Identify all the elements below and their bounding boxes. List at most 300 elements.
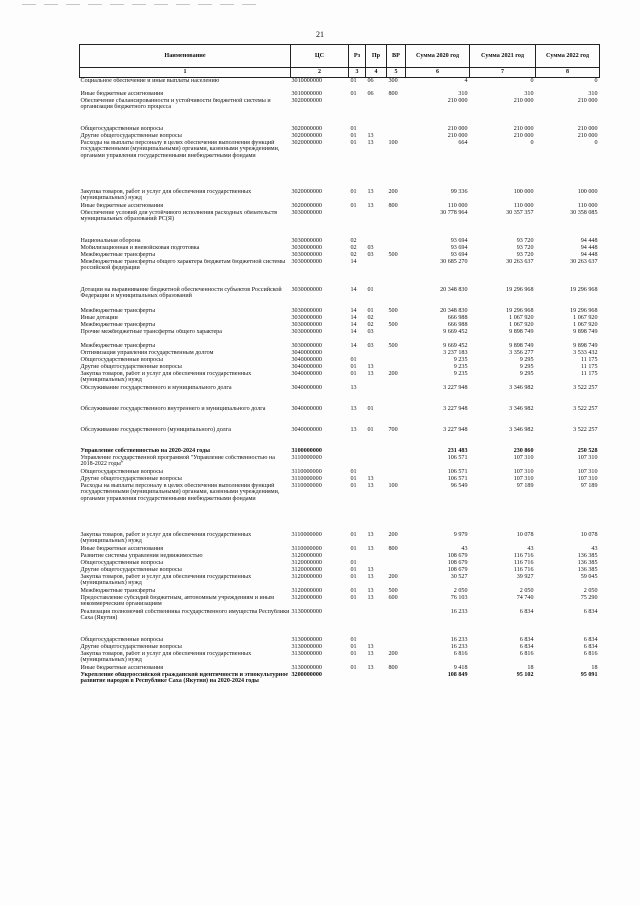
row-target-code: 3030000000 (291, 329, 322, 335)
row-sum-2021: 100 000 (513, 189, 534, 195)
row-expense-type: 300 (388, 78, 398, 84)
row-sum-2022: 100 000 (577, 189, 598, 195)
row-name: Закупка товаров, работ и услуг для обеспечения государственных (муниципальных) нужд (80, 532, 252, 545)
row-name: Межбюджетные трансферты (80, 588, 156, 594)
row-target-code: 3110000000 (291, 476, 322, 482)
table-row (80, 546, 600, 553)
row-target-code: 3110000000 (291, 455, 322, 461)
row-name: Обеспечение сбалансированности и устойчивости бюджетной системы и организация бюджетного процесса (80, 98, 271, 111)
row-sum-2022: 11 175 (580, 357, 598, 363)
table-row (80, 224, 600, 245)
row-sum-2022: 6 834 (583, 644, 598, 650)
row-subsection (366, 112, 387, 133)
row-section: 14 (350, 259, 357, 265)
row-sum-2022: 94 448 (580, 245, 598, 251)
row-sum-2021: 10 078 (516, 532, 534, 538)
row-expense-type (387, 273, 406, 308)
row-subsection: 13 (367, 483, 374, 489)
row-name: Иные бюджетные ассигнования (80, 91, 164, 97)
row-sum-2022: 30 263 637 (570, 259, 598, 265)
row-target-code: 3040000000 (291, 371, 322, 377)
table-row (80, 203, 600, 210)
row-sum-2021: 95 102 (516, 672, 534, 678)
row-subsection: 03 (367, 343, 374, 349)
row-name: Иные бюджетные ассигнования (80, 665, 164, 671)
row-sum-2020: 3 237 183 (443, 350, 468, 356)
row-sum-2020: 9 669 452 (443, 343, 468, 349)
row-sum-2022: 250 528 (577, 448, 598, 454)
row-expense-type (387, 259, 406, 273)
row-sum-2021: 6 834 (519, 609, 534, 615)
row-target-code: 3020000000 (291, 98, 322, 104)
row-subsection (366, 553, 387, 560)
row-section: 01 (350, 189, 357, 195)
row-target-code: 3020000000 (291, 140, 322, 146)
row-expense-type: 500 (388, 343, 398, 349)
row-sum-2022: 59 045 (580, 574, 598, 580)
row-sum-2022: 0 (594, 140, 598, 146)
row-sum-2021: 6 834 (519, 637, 534, 643)
row-sum-2022: 30 358 085 (570, 210, 598, 216)
row-target-code: 3030000000 (291, 252, 322, 258)
row-sum-2021: 43 (527, 546, 534, 552)
table-row (80, 560, 600, 567)
row-expense-type: 200 (388, 532, 398, 538)
row-expense-type: 500 (388, 308, 398, 314)
row-sum-2021: 0 (530, 78, 534, 84)
row-sum-2020: 310 (458, 91, 468, 97)
page-number: 21 (316, 30, 324, 39)
row-section: 13 (350, 385, 357, 391)
row-expense-type: 500 (388, 322, 398, 328)
row-sum-2020: 6 816 (453, 651, 468, 657)
row-target-code: 3120000000 (291, 567, 322, 573)
table-row (80, 259, 600, 273)
row-sum-2022: 210 000 (577, 133, 598, 139)
row-target-code: 3030000000 (291, 210, 322, 216)
row-sum-2021: 3 346 982 (509, 385, 534, 391)
row-section (349, 455, 366, 469)
row-sum-2020: 666 988 (447, 315, 468, 321)
row-section: 02 (350, 238, 357, 244)
row-target-code: 3120000000 (291, 574, 322, 580)
row-sum-2021: 30 263 637 (506, 259, 534, 265)
table-row (80, 476, 600, 483)
row-subsection (366, 455, 387, 469)
row-sum-2022: 11 175 (580, 371, 598, 377)
row-target-code: 3030000000 (291, 308, 322, 314)
row-name: Общегосударственные вопросы (80, 560, 164, 566)
row-sum-2020: 106 571 (447, 476, 468, 482)
row-expense-type (387, 133, 406, 140)
row-sum-2022: 75 290 (580, 595, 598, 601)
row-sum-2020: 99 336 (450, 189, 468, 195)
row-section: 01 (350, 476, 357, 482)
row-sum-2021: 74 740 (516, 595, 534, 601)
table-row (80, 455, 600, 469)
row-section: 01 (350, 651, 357, 657)
table-row (80, 623, 600, 644)
table-row (80, 85, 600, 98)
row-subsection (366, 560, 387, 567)
row-name: Межбюджетные трансферты (80, 308, 156, 314)
row-expense-type: 800 (388, 546, 398, 552)
row-subsection (366, 210, 387, 224)
row-expense-type: 800 (388, 91, 398, 97)
table-row (80, 567, 600, 574)
row-name: Обслуживание государственного (муниципального) долга (80, 427, 231, 433)
table-row (80, 98, 600, 112)
table-row (80, 574, 600, 588)
row-subsection (366, 98, 387, 112)
row-target-code: 3040000000 (291, 357, 322, 363)
row-name: Межбюджетные трансферты (80, 252, 156, 258)
row-sum-2020: 4 (464, 78, 468, 84)
table-row (80, 357, 600, 364)
row-sum-2020: 9 235 (453, 357, 468, 363)
table-row (80, 273, 600, 308)
row-target-code: 3030000000 (291, 343, 322, 349)
row-sum-2021: 97 189 (516, 483, 534, 489)
row-name: Межбюджетные трансферты (80, 322, 156, 328)
row-sum-2022: 310 (588, 91, 598, 97)
row-target-code: 3110000000 (291, 483, 322, 489)
row-sum-2022: 19 296 968 (570, 308, 598, 314)
row-sum-2021: 9 898 749 (509, 329, 534, 335)
row-sum-2022: 95 091 (580, 672, 598, 678)
row-name: Обслуживание государственного и муниципального долга (80, 385, 232, 391)
table-row (80, 336, 600, 350)
header-pr: Пр (366, 45, 387, 68)
row-name: Предоставление субсидий бюджетным, автономным учреждениям и иным некоммерческим организациям (80, 595, 274, 608)
row-section (349, 553, 366, 560)
row-subsection: 02 (367, 322, 374, 328)
table-row (80, 78, 600, 86)
row-section: 01 (350, 546, 357, 552)
row-sum-2022: 136 385 (577, 553, 598, 559)
row-sum-2021: 3 346 982 (509, 406, 534, 412)
header-number: 2 (291, 68, 349, 78)
row-section: 01 (350, 637, 357, 643)
row-expense-type (387, 315, 406, 322)
table-row (80, 588, 600, 595)
row-expense-type (387, 469, 406, 476)
table-row (80, 434, 600, 455)
row-target-code: 3130000000 (291, 651, 322, 657)
row-expense-type: 200 (388, 189, 398, 195)
row-target-code: 3030000000 (291, 259, 322, 265)
row-section: 14 (350, 308, 357, 314)
row-section: 13 (350, 427, 357, 433)
row-sum-2022: 210 000 (577, 126, 598, 132)
table-row (80, 644, 600, 651)
row-name: Межбюджетные трансферты (80, 343, 156, 349)
row-section: 01 (350, 532, 357, 538)
row-name: Мобилизационная и вневойсковая подготовка (80, 245, 200, 251)
row-subsection: 13 (367, 140, 374, 146)
row-expense-type: 100 (388, 483, 398, 489)
row-sum-2021: 210 000 (513, 98, 534, 104)
row-sum-2020: 666 988 (447, 322, 468, 328)
row-subsection: 13 (367, 665, 374, 671)
row-section (349, 210, 366, 224)
row-sum-2022: 107 310 (577, 469, 598, 475)
table-row (80, 371, 600, 385)
table-header-numbers-row (80, 68, 600, 78)
row-sum-2020: 210 000 (447, 133, 468, 139)
row-name: Общегосударственные вопросы (80, 469, 164, 475)
row-expense-type (387, 560, 406, 567)
row-expense-type (387, 609, 406, 623)
row-sum-2020: 231 483 (447, 448, 468, 454)
row-sum-2020: 108 679 (447, 560, 468, 566)
row-target-code: 3110000000 (291, 532, 322, 538)
row-subsection: 01 (367, 406, 374, 412)
row-sum-2022: 97 189 (580, 483, 598, 489)
row-subsection: 13 (367, 651, 374, 657)
row-expense-type (387, 385, 406, 392)
row-section: 01 (350, 644, 357, 650)
row-subsection: 13 (367, 203, 374, 209)
row-sum-2022: 19 296 968 (570, 287, 598, 293)
row-sum-2022: 1 067 920 (573, 322, 598, 328)
row-name: Оптимизация управления государственным долгом (80, 350, 214, 356)
row-sum-2020: 43 (461, 546, 468, 552)
row-sum-2021: 39 927 (516, 574, 534, 580)
row-sum-2021: 210 000 (513, 133, 534, 139)
table-row (80, 329, 600, 336)
row-expense-type: 600 (388, 595, 398, 601)
row-section: 01 (350, 126, 357, 132)
row-name: Иные бюджетные ассигнования (80, 203, 164, 209)
table-row (80, 350, 600, 357)
row-name: Реализация полномочий собственника государственного имущества Республики Саха (Якутия) (80, 609, 290, 622)
row-name: Межбюджетные трансферты общего характера бюджетам бюджетной системы российской федерации (80, 259, 286, 272)
row-target-code: 3120000000 (291, 588, 322, 594)
row-target-code: 3200000000 (291, 672, 322, 678)
row-expense-type (387, 644, 406, 651)
row-name: Расходы на выплаты персоналу в целях обеспечения выполнения функций государственными (муниципальными) органами, казенными учреждениями, органами управления государственными внебюджетными фондами (80, 140, 280, 159)
row-name: Прочие межбюджетные трансферты общего характера (80, 329, 222, 335)
row-expense-type (387, 623, 406, 644)
row-subsection: 03 (367, 252, 374, 258)
row-sum-2022: 2 050 (583, 588, 598, 594)
row-subsection (366, 385, 387, 392)
row-expense-type (387, 224, 406, 245)
row-target-code: 3030000000 (291, 287, 322, 293)
row-target-code: 3130000000 (291, 637, 322, 643)
row-sum-2020: 3 227 948 (443, 385, 468, 391)
row-subsection (366, 609, 387, 623)
row-section (349, 434, 366, 455)
row-sum-2020: 2 050 (453, 588, 468, 594)
row-target-code: 3130000000 (291, 644, 322, 650)
row-expense-type (387, 98, 406, 112)
row-name: Закупка товаров, работ и услуг для обеспечения государственных (муниципальных) нужд (80, 371, 252, 384)
row-subsection: 01 (367, 427, 374, 433)
row-target-code: 3020000000 (291, 126, 322, 132)
row-sum-2020: 20 348 830 (440, 287, 468, 293)
header-cs: ЦС (291, 45, 349, 68)
row-name: Закупка товаров, работ и услуг для обеспечения государственных (муниципальных) нужд (80, 651, 252, 664)
budget-sheet (79, 44, 599, 693)
table-body (80, 78, 600, 694)
row-subsection: 13 (367, 371, 374, 377)
row-sum-2022: 136 385 (577, 567, 598, 573)
row-name: Общегосударственные вопросы (80, 126, 164, 132)
table-row (80, 469, 600, 476)
row-sum-2021: 9 295 (519, 357, 534, 363)
row-sum-2020: 93 694 (450, 252, 468, 258)
row-name: Расходы на выплаты персоналу в целях обеспечения выполнения функций государственными (муниципальными) органами, казенными учреждениями, органами управления государственными внебюджетными фондами (80, 483, 280, 502)
row-expense-type: 500 (388, 588, 398, 594)
row-subsection (366, 469, 387, 476)
row-sum-2020: 9 235 (453, 364, 468, 370)
row-target-code: 3010000000 (291, 91, 322, 97)
table-row (80, 672, 600, 693)
row-sum-2020: 108 679 (447, 553, 468, 559)
table-row (80, 210, 600, 224)
row-subsection: 13 (367, 595, 374, 601)
row-name: Управление государственной программой "Управление собственностью на 2018-2022 годы" (80, 455, 275, 468)
row-sum-2021: 110 000 (513, 203, 534, 209)
header-number: 3 (349, 68, 366, 78)
row-sum-2020: 3 227 948 (443, 406, 468, 412)
row-section: 01 (350, 203, 357, 209)
row-subsection (366, 350, 387, 357)
row-sum-2020: 16 233 (450, 644, 468, 650)
row-target-code: 3010000000 (291, 78, 322, 84)
row-target-code: 3040000000 (291, 350, 322, 356)
row-sum-2022: 110 000 (577, 203, 598, 209)
row-sum-2022: 10 078 (580, 532, 598, 538)
header-rz: Рз (349, 45, 366, 68)
row-name: Другие общегосударственные вопросы (80, 476, 182, 482)
row-subsection: 02 (367, 315, 374, 321)
row-sum-2020: 30 527 (450, 574, 468, 580)
row-section: 01 (350, 357, 357, 363)
row-sum-2020: 106 571 (447, 455, 468, 461)
row-sum-2022: 6 834 (583, 609, 598, 615)
row-section: 01 (350, 371, 357, 377)
row-target-code: 3040000000 (291, 427, 322, 433)
row-subsection: 06 (367, 91, 374, 97)
row-sum-2022: 9 898 749 (573, 329, 598, 335)
table-row (80, 175, 600, 203)
row-subsection (366, 357, 387, 364)
row-expense-type (387, 553, 406, 560)
row-sum-2021: 6 816 (519, 651, 534, 657)
row-expense-type: 800 (388, 203, 398, 209)
row-name: Социальное обеспечение и иные выплаты населению (80, 78, 220, 84)
row-sum-2020: 9 669 452 (443, 329, 468, 335)
row-target-code: 3120000000 (291, 560, 322, 566)
row-target-code: 3030000000 (291, 315, 322, 321)
table-row (80, 595, 600, 609)
row-expense-type (387, 112, 406, 133)
header-number: 5 (387, 68, 406, 78)
row-section: 01 (350, 665, 357, 671)
row-sum-2021: 30 357 357 (506, 210, 534, 216)
row-subsection (366, 672, 387, 693)
row-target-code: 3100000000 (291, 448, 322, 454)
table-row (80, 252, 600, 259)
row-subsection: 13 (367, 546, 374, 552)
row-sum-2022: 94 448 (580, 238, 598, 244)
row-subsection: 13 (367, 189, 374, 195)
row-expense-type: 700 (388, 427, 398, 433)
row-name: Иные дотации (80, 315, 118, 321)
row-section (349, 98, 366, 112)
row-sum-2021: 18 (527, 665, 534, 671)
row-subsection (366, 434, 387, 455)
table-header-row (80, 45, 600, 68)
row-section: 01 (350, 469, 357, 475)
row-name: Закупка товаров, работ и услуг для обеспечения государственных (муниципальных) нужд (80, 574, 252, 587)
table-row (80, 518, 600, 546)
row-sum-2022: 0 (594, 78, 598, 84)
row-name: Обеспечение условий для устойчивого исполнения расходных обязательств муниципальных образований РС(Я) (80, 210, 278, 223)
header-number: 1 (80, 68, 291, 78)
row-target-code: 3030000000 (291, 245, 322, 251)
table-row (80, 385, 600, 392)
header-sum-2022: Сумма 2022 год (536, 45, 600, 68)
table-row (80, 140, 600, 175)
row-sum-2020: 110 000 (447, 203, 468, 209)
row-sum-2021: 116 716 (513, 553, 534, 559)
row-sum-2022: 11 175 (580, 364, 598, 370)
row-sum-2021: 9 295 (519, 364, 534, 370)
row-sum-2020: 96 549 (450, 483, 468, 489)
row-name: Развитие системы управления недвижимостью (80, 553, 203, 559)
row-sum-2021: 1 067 920 (509, 322, 534, 328)
row-name: Общегосударственные вопросы (80, 637, 164, 643)
row-subsection: 13 (367, 588, 374, 594)
table-row (80, 665, 600, 672)
row-expense-type (387, 434, 406, 455)
row-sum-2020: 9 418 (453, 665, 468, 671)
row-subsection: 06 (367, 78, 374, 84)
row-name: Обслуживание государственного внутреннего и муниципального долга (80, 406, 266, 412)
row-sum-2022: 3 522 257 (573, 427, 598, 433)
row-expense-type: 200 (388, 371, 398, 377)
row-subsection (366, 259, 387, 273)
row-sum-2021: 0 (530, 140, 534, 146)
row-sum-2022: 3 533 432 (573, 350, 598, 356)
row-expense-type (387, 455, 406, 469)
row-sum-2021: 19 296 968 (506, 287, 534, 293)
row-target-code: 3040000000 (291, 385, 322, 391)
row-name: Другие общегосударственные вопросы (80, 364, 182, 370)
row-sum-2020: 210 000 (447, 98, 468, 104)
table-row (80, 420, 600, 434)
row-expense-type (387, 357, 406, 364)
row-expense-type: 100 (388, 140, 398, 146)
row-section: 14 (350, 315, 357, 321)
row-expense-type (387, 364, 406, 371)
row-section: 01 (350, 574, 357, 580)
row-expense-type (387, 210, 406, 224)
row-target-code: 3120000000 (291, 595, 322, 601)
row-name: Национальная оборона (80, 238, 141, 244)
table-row (80, 483, 600, 518)
row-name: Другие общегосударственные вопросы (80, 133, 182, 139)
row-sum-2020: 16 233 (450, 609, 468, 615)
row-subsection (366, 224, 387, 245)
row-target-code: 3110000000 (291, 469, 322, 475)
row-section: 14 (350, 287, 357, 293)
row-name: Общегосударственные вопросы (80, 357, 164, 363)
